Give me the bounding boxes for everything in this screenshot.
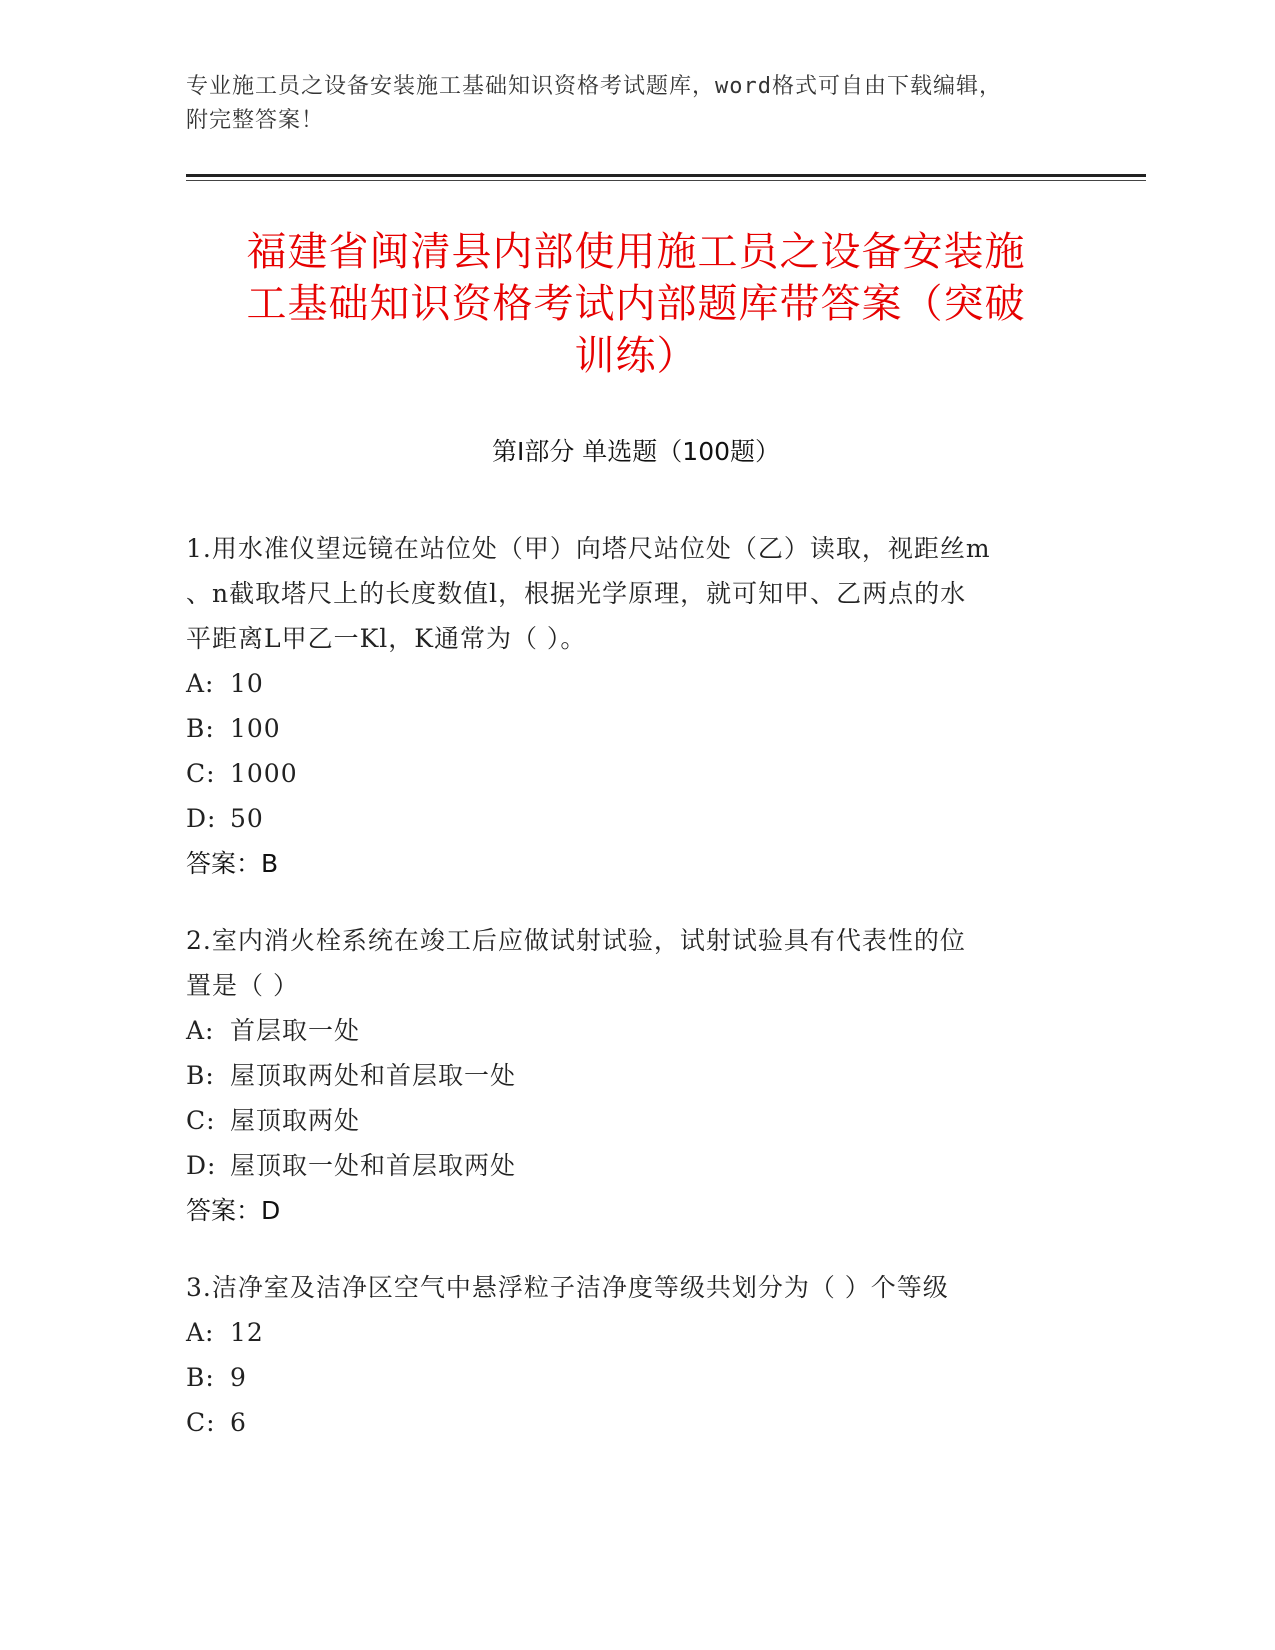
option-text: 50 <box>230 804 264 833</box>
question-stem-line: 1.用水准仪望远镜在站位处（甲）向塔尺站位处（乙）读取，视距丝m <box>186 534 991 563</box>
question-stem-line: 平距离L甲乙一Kl，K通常为（ ）。 <box>186 624 587 653</box>
option-text: 100 <box>230 714 281 743</box>
option-b <box>186 706 1086 751</box>
option-text: 10 <box>230 669 264 698</box>
option-c <box>186 1400 1086 1445</box>
option-d <box>186 1143 1086 1188</box>
option-key: D: <box>186 804 217 833</box>
option-key: B: <box>186 1363 215 1392</box>
document-title-line-2: 工基础知识资格考试内部题库带答案（突破 <box>246 281 1026 327</box>
option-key: B: <box>186 714 215 743</box>
header-note-line-2: 附完整答案！ <box>186 108 325 133</box>
option-a <box>186 1008 1086 1053</box>
option-c <box>186 1098 1086 1143</box>
question-item <box>186 918 1086 1233</box>
header-divider-thin <box>186 180 1146 181</box>
option-key: A: <box>186 1016 215 1045</box>
option-text: 屋顶取两处 <box>230 1106 361 1135</box>
answer-line: 答案：D <box>186 1196 281 1225</box>
option-b <box>186 1053 1086 1098</box>
option-b <box>186 1355 1086 1400</box>
option-c <box>186 751 1086 796</box>
option-text: 12 <box>230 1318 264 1347</box>
option-text: 6 <box>230 1408 247 1437</box>
option-text: 屋顶取两处和首层取一处 <box>230 1061 517 1090</box>
option-text: 9 <box>230 1363 247 1392</box>
answer-line: 答案：B <box>186 849 279 878</box>
document-title-line-1: 福建省闽清县内部使用施工员之设备安装施 <box>246 229 1026 275</box>
option-key: C: <box>186 1106 216 1135</box>
question-item <box>186 1265 1086 1445</box>
option-key: B: <box>186 1061 215 1090</box>
option-text: 屋顶取一处和首层取两处 <box>230 1151 517 1180</box>
option-key: D: <box>186 1151 217 1180</box>
option-d <box>186 796 1086 841</box>
option-key: C: <box>186 1408 216 1437</box>
option-key: C: <box>186 759 216 788</box>
question-stem-line: 2.室内消火栓系统在竣工后应做试射试验，试射试验具有代表性的位 <box>186 926 966 955</box>
header-divider-thick <box>186 174 1146 177</box>
option-text: 首层取一处 <box>230 1016 361 1045</box>
option-text: 1000 <box>230 759 298 788</box>
question-item <box>186 526 1086 886</box>
option-key: A: <box>186 1318 215 1347</box>
option-a <box>186 1310 1086 1355</box>
question-stem-line: 3.洁净室及洁净区空气中悬浮粒子洁净度等级共划分为（ ）个等级 <box>186 1273 949 1302</box>
question-stem-line: 置是（ ） <box>186 971 299 1000</box>
header-note-line-1: 专业施工员之设备安装施工基础知识资格考试题库，word格式可自由下载编辑， <box>186 74 1002 99</box>
question-stem-line: 、n截取塔尺上的长度数值l，根据光学原理，就可知甲、乙两点的水 <box>186 579 967 608</box>
document-title-line-3: 训练） <box>574 333 698 379</box>
document-title <box>186 226 1086 382</box>
option-key: A: <box>186 669 215 698</box>
header-note <box>186 70 1086 138</box>
option-a <box>186 661 1086 706</box>
section-heading: 第Ⅰ部分 单选题（100题） <box>491 437 781 466</box>
question-list <box>186 526 1086 1477</box>
